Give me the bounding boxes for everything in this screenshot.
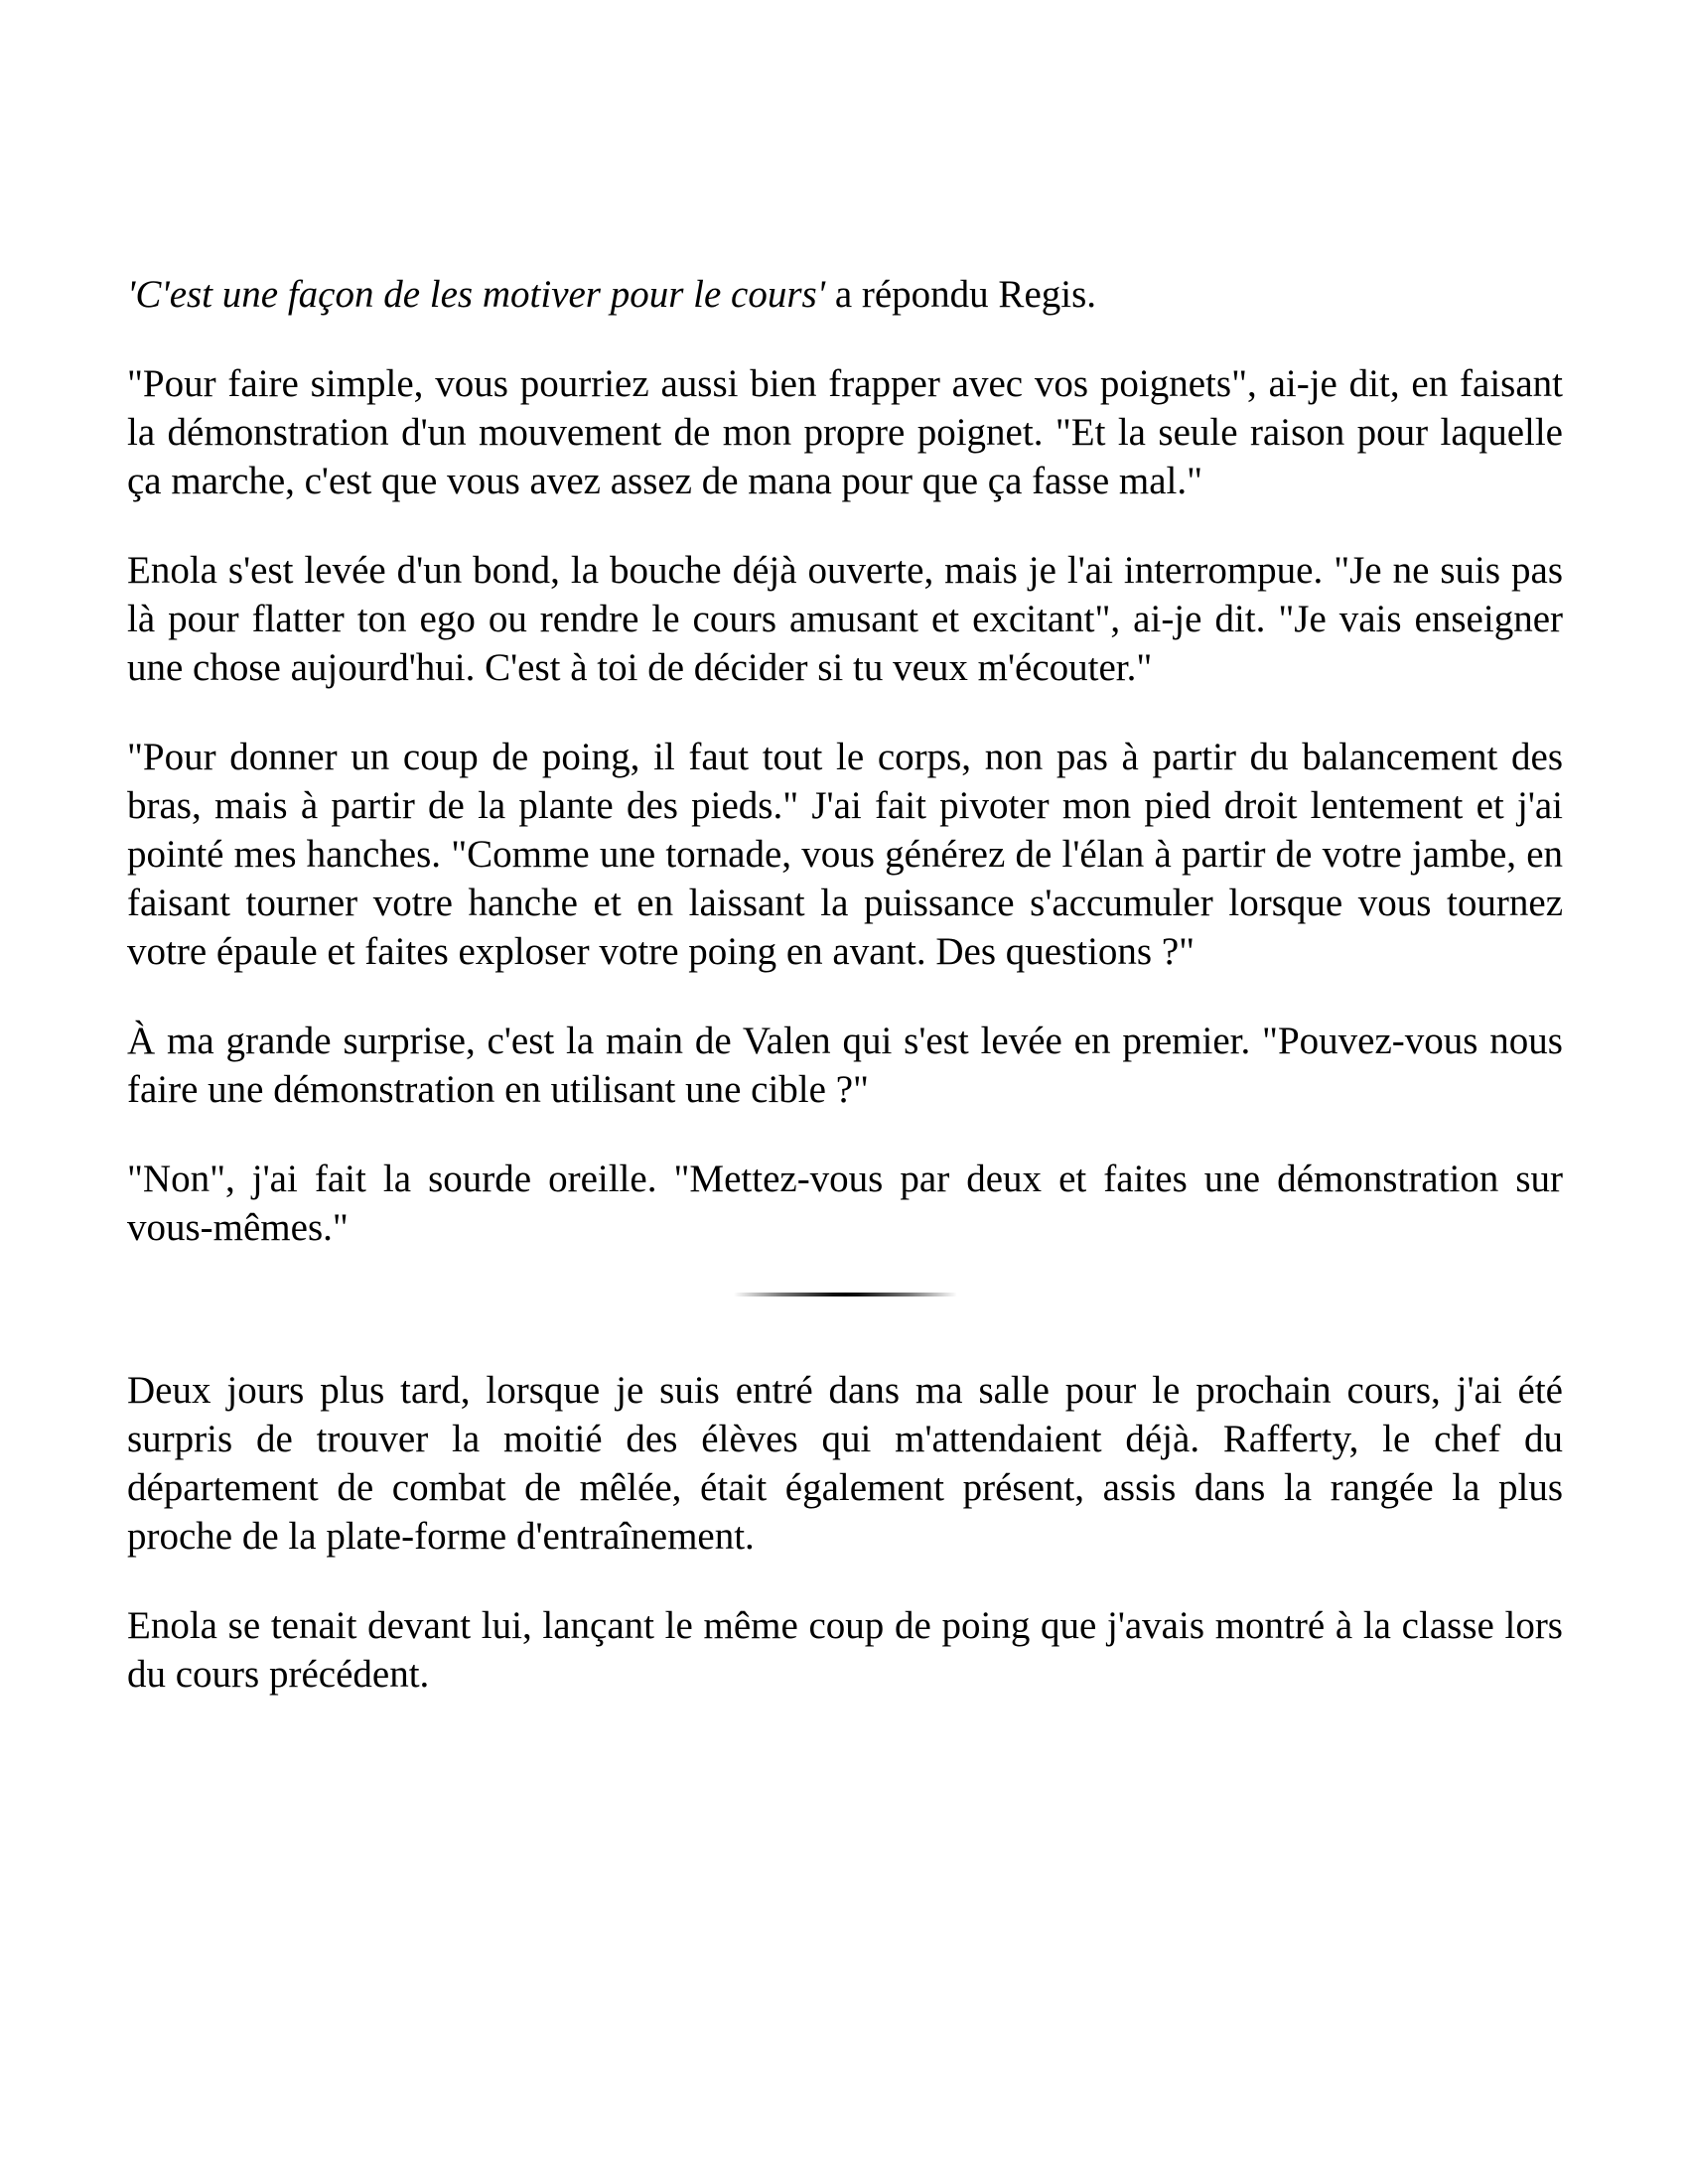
paragraph-wrists: "Pour faire simple, vous pourriez aussi bien frapper avec vos poignets", ai-je dit, en faisant la démonstration d'un mouvement de mon propre poignet. "Et la seule raison pour laquelle ça marche, c'est que vous avez assez de mana pour que ça fasse mal."	[127, 362, 1563, 502]
paragraph-enola-demonstrating: Enola se tenait devant lui, lançant le même coup de poing que j'avais montré à la classe lors du cours précédent.	[127, 1604, 1563, 1696]
paragraph-non-reply: "Non", j'ai fait la sourde oreille. "Mettez-vous par deux et faites une démonstration sur vous-mêmes."	[127, 1158, 1563, 1249]
scene-break-divider	[734, 1293, 957, 1297]
opening-line	[127, 270, 1563, 319]
paragraph-two-days-later: Deux jours plus tard, lorsque je suis entré dans ma salle pour le prochain cours, j'ai été surpris de trouver la moitié des élèves qui m'attendaient déjà. Rafferty, le chef du département de combat de mêlée, était également présent, assis dans la rangée la plus proche de la plate-forme d'entraînement.	[127, 1369, 1563, 1558]
paragraph-valen-question: À ma grande surprise, c'est la main de Valen qui s'est levée en premier. "Pouvez-vous nous faire une démonstration en utilisant une cible ?"	[127, 1020, 1563, 1111]
opening-line-attribution: a répondu Regis.	[825, 273, 1097, 316]
opening-line-quote: 'C'est une façon de les motiver pour le cours'	[127, 273, 826, 316]
paragraph-punch-technique: "Pour donner un coup de poing, il faut tout le corps, non pas à partir du balancement des bras, mais à partir de la plante des pieds." J'ai fait pivoter mon pied droit lentement et j'ai pointé mes hanches. "Comme une tornade, vous générez de l'élan à partir de votre jambe, en faisant tourner votre hanche et en laissant la puissance s'accumuler lorsque vous tournez votre épaule et faites exploser votre poing en avant. Des questions ?"	[127, 736, 1563, 973]
paragraph-enola-interrupted: Enola s'est levée d'un bond, la bouche déjà ouverte, mais je l'ai interrompue. "Je ne suis pas là pour flatter ton ego ou rendre le cours amusant et excitant", ai-je dit. "Je vais enseigner une chose aujourd'hui. C'est à toi de décider si tu veux m'écouter."	[127, 549, 1563, 689]
